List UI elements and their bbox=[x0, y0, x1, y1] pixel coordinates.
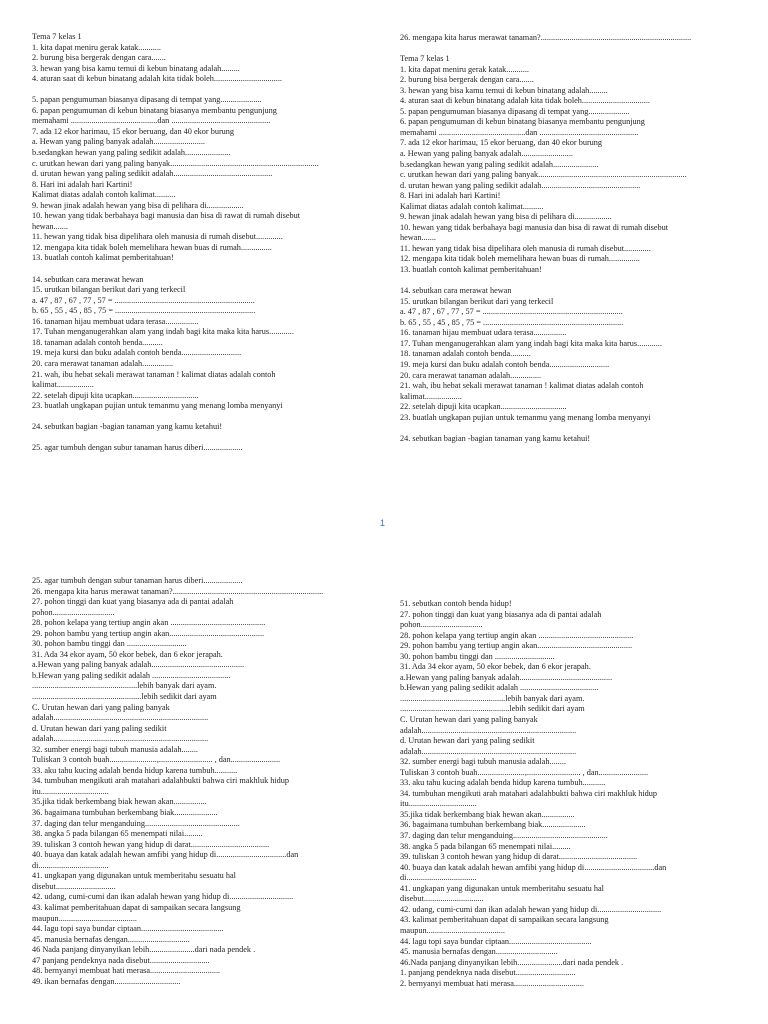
question-line: 22. setelah dipuji kita ucapkan................................ bbox=[400, 402, 567, 412]
question-line: kalimat.................. bbox=[32, 380, 94, 390]
question-line: 27. pohon tinggi dan kuat yang biasanya ada di pantai adalah bbox=[32, 597, 234, 607]
question-line bbox=[32, 85, 367, 96]
question-line: 28. pohon kelapa yang tertiup angin akan .............................................. bbox=[400, 630, 634, 640]
question-line: maupun...................................... bbox=[400, 925, 505, 935]
question-line: 13. buatlah contoh kalimat pemberitahuan! bbox=[32, 253, 174, 263]
question-line: c. urutkan hewan dari yang paling banyak........................................................................ bbox=[32, 158, 319, 168]
question-line: 9. hewan jinak adalah hewan yang bisa di pelihara di.................. bbox=[400, 212, 612, 222]
question-line: 44. lagu topi saya bundar ciptaan........................................ bbox=[32, 924, 224, 934]
question-line: d. Urutan hewan dari yang paling sedikit bbox=[32, 723, 167, 733]
question-line: 17. Tuhan menganugerahkan alam yang indah bagi kita maka kita harus............ bbox=[400, 338, 662, 348]
question-line: 30. pohon bambu tinggi dan ............................. bbox=[400, 651, 555, 661]
question-line: d. Urutan hewan dari yang paling sedikit bbox=[400, 736, 535, 746]
question-line: 16. tanaman hijau membuat udara terasa................ bbox=[400, 328, 567, 338]
question-line: kalimat.................. bbox=[400, 391, 462, 401]
question-line: itu................................. bbox=[400, 799, 477, 809]
question-line: 19. meja kursi dan buku adalah contoh benda............................. bbox=[32, 348, 242, 358]
question-line: d. urutan hewan yang paling sedikit adalah................................................ bbox=[400, 180, 641, 190]
question-line: 1. kita dapat meniru gerak katak........... bbox=[32, 42, 161, 52]
question-line: 8. Hari ini adalah hari Kartini! bbox=[400, 191, 501, 201]
question-line: 45. manusia bernafas dengan.............................. bbox=[32, 934, 190, 944]
question-line: a. 47 , 87 , 67 , 77 , 57 = .................................................................... bbox=[400, 307, 623, 317]
question-line: 21. wah, ibu hebat sekali merawat tanaman ! kalimat diatas adalah contoh bbox=[400, 381, 644, 391]
question-line: 6. papan pengumuman di kebun binatang biasanya membantu pengunjung bbox=[32, 105, 277, 115]
question-line: 36. bagaimana tumbuhan berkembang biak..................... bbox=[400, 820, 586, 830]
question-line: b.sedangkan hewan yang paling sedikit adalah...................... bbox=[400, 159, 599, 169]
question-line: 1. kita dapat meniru gerak katak........... bbox=[400, 64, 529, 74]
question-line: a.Hewan yang paling banyak adalah............................................. bbox=[32, 660, 245, 670]
question-line: 15. urutkan bilangan berikut dari yang terkecil bbox=[400, 296, 554, 306]
question-line: 33. aku tahu kucing adalah benda hidup karena tumbuh........... bbox=[400, 778, 606, 788]
question-line: 46.Nada panjang dinyanyikan lebih......................dari nada pendek . bbox=[400, 957, 624, 967]
question-line: 45. manusia bernafas dengan.............................. bbox=[400, 947, 558, 957]
question-line: 26. mengapa kita harus merawat tanaman?......................................................................... bbox=[32, 586, 324, 596]
question-line: 17. Tuhan menganugerahkan alam yang indah bagi kita maka kita harus............ bbox=[32, 327, 294, 337]
question-line: 20. cara merawat tanaman adalah............... bbox=[400, 370, 542, 380]
question-line: 15. urutkan bilangan berikut dari yang terkecil bbox=[32, 285, 186, 295]
question-line: 34. tumbuhan mengikuti arah matahari adalahbukti bahwa ciri makhluk hidup bbox=[32, 776, 290, 786]
question-line: adalah........................................................................... bbox=[400, 725, 577, 735]
question-line bbox=[400, 423, 745, 434]
page2-right-column bbox=[400, 599, 745, 989]
question-line: 2. burung bisa bergerak dengan cara....... bbox=[400, 75, 534, 85]
question-line: maupun...................................... bbox=[32, 913, 137, 923]
question-line: C. Urutan hewan dari yang paling banyak bbox=[400, 715, 538, 725]
question-line: 23. buatlah ungkapan pujian untuk temanmu yang menang lomba menyanyi bbox=[32, 401, 283, 411]
question-line: 19. meja kursi dan buku adalah contoh benda............................. bbox=[400, 359, 610, 369]
question-line: a. Hewan yang paling banyak adalah......................... bbox=[400, 149, 573, 159]
question-line: 29. pohon bambu yang tertiup angin akan.............................................. bbox=[400, 641, 633, 651]
question-line: 38. angka 5 pada bilangan 65 menempati nilai......... bbox=[32, 829, 203, 839]
question-line: 35.jika tidak berkembang biak hewan akan................ bbox=[32, 797, 207, 807]
question-line: pohon.............................. bbox=[32, 607, 115, 617]
question-line: 2. bernyanyi membuat hati merasa.................................. bbox=[400, 978, 584, 988]
question-line: 32. sumber energi bagi tubuh manusia adalah........ bbox=[400, 757, 566, 767]
question-line: 25. agar tumbuh dengan subur tanaman harus diberi................... bbox=[32, 576, 243, 585]
question-line: 4. aturan saat di kebun binatang adalah kita tidak boleh................................. bbox=[32, 74, 282, 84]
question-line: 23. buatlah ungkapan pujian untuk temanmu yang menang lomba menyanyi bbox=[400, 412, 651, 422]
question-line: 18. tanaman adalah contoh benda.......... bbox=[32, 337, 163, 347]
question-line: 26. mengapa kita harus merawat tanaman?......................................................................... bbox=[400, 33, 692, 42]
question-line: 29. pohon bambu yang tertiup angin akan.............................................. bbox=[32, 628, 265, 638]
question-line: 6. papan pengumuman di kebun binatang biasanya membantu pengunjung bbox=[400, 117, 645, 127]
question-line: 14. sebutkan cara merawat hewan bbox=[32, 274, 144, 284]
question-line bbox=[400, 276, 745, 287]
question-line: adalah........................................................................... bbox=[400, 746, 577, 756]
question-line: 48. bernyanyi membuat hati merasa.................................. bbox=[32, 966, 221, 976]
question-line: 12. mengapa kita tidak boleh memelihara hewan buas di rumah............... bbox=[400, 254, 640, 264]
question-line: pohon.............................. bbox=[400, 620, 483, 630]
question-line: 49. ikan bernafas dengan................................ bbox=[32, 976, 181, 986]
question-line: .....................................................lebih sedikit dari ayam bbox=[32, 692, 217, 702]
question-line: 18. tanaman adalah contoh benda.......... bbox=[400, 349, 531, 359]
page2-left-column bbox=[32, 576, 377, 987]
question-line: 21. wah, ibu hebat sekali merawat tanaman ! kalimat diatas adalah contoh bbox=[32, 369, 276, 379]
question-line: Kalimat diatas adalah contoh kalimat.......... bbox=[32, 190, 176, 200]
question-line: 11. hewan yang tidak bisa dipelihara oleh manusia di rumah disebut............. bbox=[400, 243, 651, 253]
question-line: hewan....... bbox=[400, 233, 436, 243]
question-line: 7. ada 12 ekor harimau, 15 ekor beruang, dan 40 ekor burung bbox=[400, 138, 603, 148]
question-line bbox=[32, 412, 367, 423]
question-line: Tema 7 kelas 1 bbox=[400, 54, 450, 64]
question-line: 11. hewan yang tidak bisa dipelihara oleh manusia di rumah disebut............. bbox=[32, 232, 283, 242]
question-line: 33. aku tahu kucing adalah benda hidup karena tumbuh........... bbox=[32, 765, 238, 775]
question-line: adalah........................................................................... bbox=[32, 713, 209, 723]
question-line: 40. buaya dan katak adalah hewan amfibi yang hidup di..................................dan bbox=[32, 850, 299, 860]
question-line: 8. Hari ini adalah hari Kartini! bbox=[32, 179, 133, 189]
question-line: 41. ungkapan yang digunakan untuk memberitahu sesuatu hal bbox=[32, 871, 236, 881]
question-line: ...................................................lebih banyak dari ayam. bbox=[32, 681, 217, 691]
question-line: 28. pohon kelapa yang tertiup angin akan .............................................. bbox=[32, 618, 266, 628]
question-line: 13. buatlah contoh kalimat pemberitahuan! bbox=[400, 265, 542, 275]
question-line: 3. hewan yang bisa kamu temui di kebun binatang adalah......... bbox=[400, 85, 608, 95]
question-line: 51. sebutkan contoh benda hidup! bbox=[400, 599, 512, 608]
question-line bbox=[32, 264, 367, 275]
page1-right-column bbox=[400, 33, 745, 444]
question-line: 12. mengapa kita tidak boleh memelihara hewan buas di rumah............... bbox=[32, 242, 272, 252]
question-line: 14. sebutkan cara merawat hewan bbox=[400, 286, 512, 296]
question-line: 38. angka 5 pada bilangan 65 menempati nilai......... bbox=[400, 841, 571, 851]
question-line: 43. kalimat pemberitahuan dapat di sampaikan secara langsung bbox=[32, 902, 241, 912]
question-line: a. 47 , 87 , 67 , 77 , 57 = .................................................................... bbox=[32, 295, 255, 305]
question-line: 42. udang, cumi-cumi dan ikan adalah hewan yang hidup di............................... bbox=[32, 892, 294, 902]
question-line: itu................................. bbox=[32, 786, 109, 796]
question-line: 1. panjang pendeknya nada disebut............................. bbox=[400, 968, 576, 978]
question-line: 44. lagu topi saya bundar ciptaan........................................ bbox=[400, 936, 592, 946]
question-line: hewan....... bbox=[32, 221, 68, 231]
question-line: 31. Ada 34 ekor ayam, 50 ekor bebek, dan 6 ekor jerapah. bbox=[32, 649, 223, 659]
question-line: c. urutkan hewan dari yang paling banyak........................................................................ bbox=[400, 170, 687, 180]
question-line bbox=[32, 433, 367, 444]
question-line: Tema 7 kelas 1 bbox=[32, 32, 82, 41]
question-line: 39. tuliskan 3 contoh hewan yang hidup di darat...................................... bbox=[32, 839, 270, 849]
question-line: 16. tanaman hijau membuat udara terasa................ bbox=[32, 316, 199, 326]
question-line: di.................................. bbox=[32, 860, 109, 870]
page-break bbox=[0, 545, 768, 546]
question-line: b. 65 , 55 , 45 , 85 , 75 = .................................................................... bbox=[32, 306, 256, 316]
question-line: 5. papan pengumuman biasanya dipasang di tempat yang.................... bbox=[32, 95, 262, 105]
question-line: disebut............................. bbox=[32, 881, 116, 891]
question-line: 24. sebutkan bagian -bagian tanaman yang kamu ketahui! bbox=[32, 422, 223, 432]
question-line: 46 Nada panjang dinyanyikan lebih......................dari nada pendek . bbox=[32, 945, 256, 955]
question-line: b. 65 , 55 , 45 , 85 , 75 = .................................................................... bbox=[400, 317, 624, 327]
question-line: 47 panjang pendeknya nada disebut............................. bbox=[32, 955, 210, 965]
question-line: b.Hewan yang paling sedikit adalah ...................................... bbox=[400, 683, 599, 693]
question-line: ...................................................lebih banyak dari ayam. bbox=[400, 693, 585, 703]
question-line: 7. ada 12 ekor harimau, 15 ekor beruang, dan 40 ekor burung bbox=[32, 126, 235, 136]
question-line: Tuliskan 3 contoh buah.......................,.......................... , dan........................ bbox=[400, 767, 649, 777]
question-line: Tuliskan 3 contoh buah.......................,.......................... , dan........................ bbox=[32, 755, 281, 765]
question-line: a.Hewan yang paling banyak adalah............................................. bbox=[400, 672, 613, 682]
question-line: memahami ..........................................dan ................................................ bbox=[400, 127, 639, 137]
question-line: 39. tuliskan 3 contoh hewan yang hidup di darat...................................... bbox=[400, 852, 638, 862]
question-line: 40. buaya dan katak adalah hewan amfibi yang hidup di..................................dan bbox=[400, 862, 667, 872]
question-line: 10. hewan yang tidak berbahaya bagi manusia dan bisa di rawat di rumah disebut bbox=[32, 211, 301, 221]
question-line: 20. cara merawat tanaman adalah............... bbox=[32, 358, 174, 368]
question-line: 25. agar tumbuh dengan subur tanaman harus diberi................... bbox=[32, 443, 243, 453]
question-line: 3. hewan yang bisa kamu temui di kebun binatang adalah......... bbox=[32, 63, 240, 73]
question-line: memahami ..........................................dan ................................................ bbox=[32, 116, 271, 126]
question-line: 10. hewan yang tidak berbahaya bagi manusia dan bisa di rawat di rumah disebut bbox=[400, 222, 669, 232]
question-line: Kalimat diatas adalah contoh kalimat.......... bbox=[400, 201, 544, 211]
page1-left-column bbox=[32, 32, 367, 454]
question-line: d. urutan hewan yang paling sedikit adalah................................................ bbox=[32, 169, 273, 179]
page-number: 1 bbox=[380, 518, 386, 528]
question-line: 37. daging dan telur menganduing.............................................. bbox=[32, 818, 240, 828]
question-line: b.Hewan yang paling sedikit adalah ...................................... bbox=[32, 670, 231, 680]
question-line: 5. papan pengumuman biasanya dipasang di tempat yang.................... bbox=[400, 106, 630, 116]
question-line: b.sedangkan hewan yang paling sedikit adalah...................... bbox=[32, 148, 231, 158]
question-line: 22. setelah dipuji kita ucapkan................................ bbox=[32, 390, 199, 400]
question-line: 37. daging dan telur menganduing.............................................. bbox=[400, 831, 608, 841]
question-line: 2. burung bisa bergerak dengan cara....... bbox=[32, 53, 166, 63]
question-line: 41. ungkapan yang digunakan untuk memberitahu sesuatu hal bbox=[400, 883, 604, 893]
question-line: 24. sebutkan bagian -bagian tanaman yang kamu ketahui! bbox=[400, 433, 591, 443]
question-line: C. Urutan hewan dari yang paling banyak bbox=[32, 702, 170, 712]
question-line: 34. tumbuhan mengikuti arah matahari adalahbukti bahwa ciri makhluk hidup bbox=[400, 788, 658, 798]
question-line: 32. sumber energi bagi tubuh manusia adalah........ bbox=[32, 744, 198, 754]
question-line bbox=[400, 44, 745, 55]
question-line: adalah........................................................................... bbox=[32, 734, 209, 744]
question-line: 9. hewan jinak adalah hewan yang bisa di pelihara di.................. bbox=[32, 200, 244, 210]
question-line: 4. aturan saat di kebun binatang adalah kita tidak boleh................................. bbox=[400, 96, 650, 106]
question-line: disebut............................. bbox=[400, 894, 484, 904]
question-line: 43. kalimat pemberitahuan dapat di sampaikan secara langsung bbox=[400, 915, 609, 925]
question-line: 31. Ada 34 ekor ayam, 50 ekor bebek, dan 6 ekor jerapah. bbox=[400, 662, 591, 672]
question-line: 27. pohon tinggi dan kuat yang biasanya ada di pantai adalah bbox=[400, 609, 602, 619]
question-line: 36. bagaimana tumbuhan berkembang biak..................... bbox=[32, 808, 218, 818]
question-line: 30. pohon bambu tinggi dan ............................. bbox=[32, 639, 187, 649]
question-line: di.................................. bbox=[400, 873, 477, 883]
question-line: a. Hewan yang paling banyak adalah......................... bbox=[32, 137, 205, 147]
question-line: .....................................................lebih sedikit dari ayam bbox=[400, 704, 585, 714]
question-line: 35.jika tidak berkembang biak hewan akan................ bbox=[400, 809, 575, 819]
question-line: 42. udang, cumi-cumi dan ikan adalah hewan yang hidup di............................... bbox=[400, 904, 662, 914]
